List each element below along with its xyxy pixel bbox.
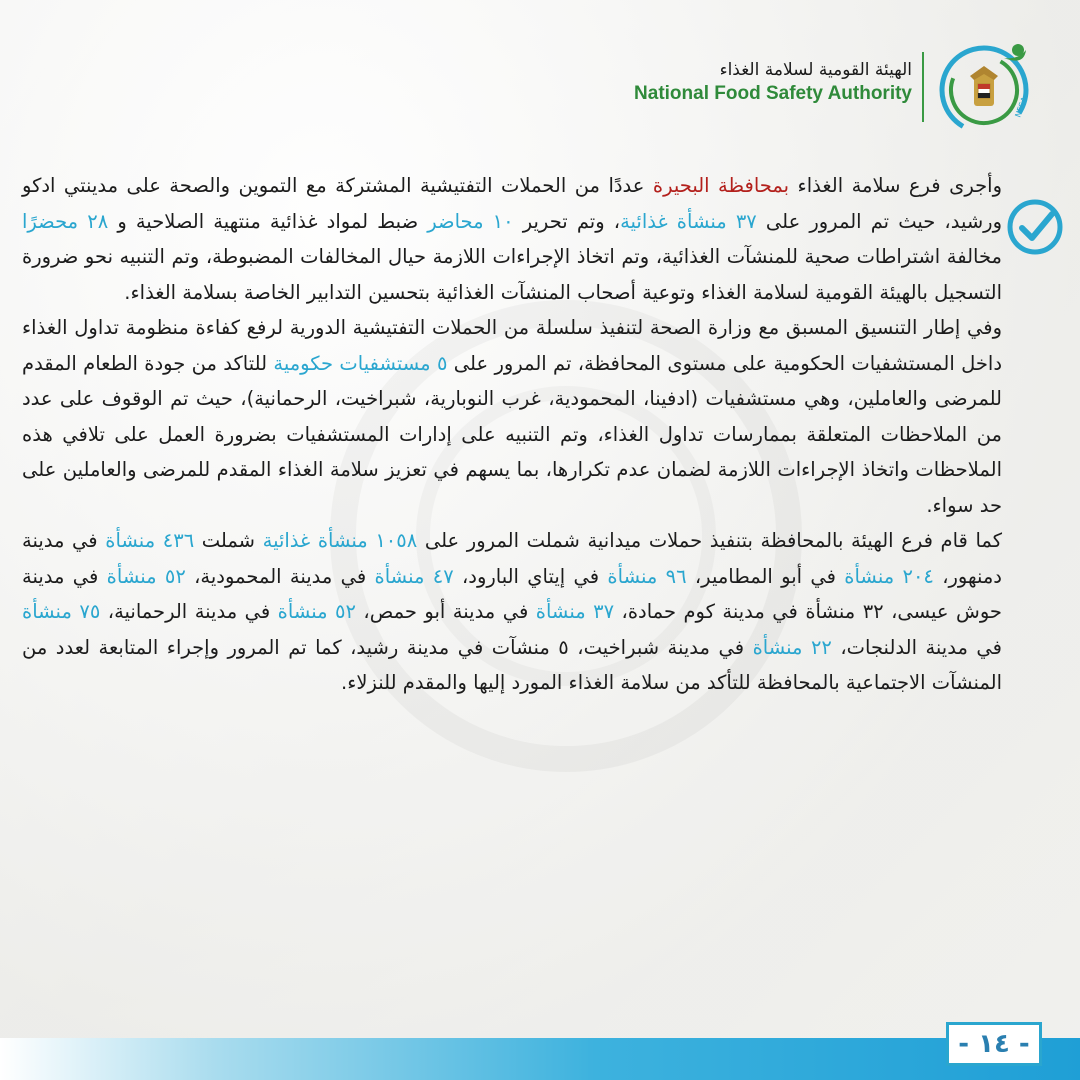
text-span: كما قام فرع الهيئة بالمحافظة بتنفيذ حملات ميدانية شملت المرور على <box>417 529 1002 552</box>
highlight-count: ٢٨ محضرًا <box>22 209 109 233</box>
text-span: ضبط لمواد غذائية منتهية الصلاحية و <box>108 209 428 233</box>
text-span: للتاكد من جودة الطعام المقدم للمرضى والعاملين، وهي مستشفيات (ادفينا، المحمودية، غرب النوبارية، شبراخيت، الرحمانية)، حيث تم الوقوف على عدد من الملاحظات المتعلقة بممارسات تداول الغذاء، وتم التنبيه على إدارات المستشفيات بضرورة العمل على تلافي هذه الملاحظات واتخاذ الإجراءات اللازمة لضمان عدم تكرارها، بما يسهم في تعزيز سلامة الغذاء المقدم للمرضى والعاملين على حد سواء. <box>22 351 1002 517</box>
highlight-count: ٩٦ منشأة <box>607 564 687 588</box>
page-number: - ١٤ - <box>946 1022 1042 1066</box>
org-name-arabic: الهيئة القومية لسلامة الغذاء <box>719 60 912 80</box>
text-span: في أبو المطامير، <box>686 564 845 588</box>
highlight-count: ٣٧ منشأة غذائية <box>620 209 757 233</box>
text-span: في إيتاي البارود، <box>453 564 608 588</box>
highlight-count: ١٠٥٨ منشأة غذائية <box>262 529 418 552</box>
highlight-count: ٥٢ منشأة <box>277 600 356 623</box>
highlight-count: ٢٢ منشأة <box>752 635 832 659</box>
highlight-count: ٤٧ منشأة <box>374 564 454 588</box>
highlight-governorate: بمحافظة البحيرة <box>652 174 790 197</box>
nfsa-eagle-logo-icon <box>934 36 1038 140</box>
logo-text <box>634 58 912 106</box>
highlight-count: ٥٢ منشأة <box>106 564 186 588</box>
paragraph-campaigns-edku-rashid <box>22 168 1002 310</box>
text-span: في مدينة شبراخيت، ٥ منشآت في مدينة رشيد، كما تم المرور وإجراء المتابعة لعدد من المنشآت الاجتماعية بالمحافظة للتأكد من سلامة الغذاء المورد إليها والمقدم للنزلاء. <box>22 635 1002 694</box>
highlight-count: ٤٣٦ منشأة <box>105 529 195 552</box>
highlight-count: ٧٥ منشأة <box>22 600 101 623</box>
header-logo <box>634 36 1058 136</box>
text-span: في مدينة أبو حمص، <box>355 600 536 623</box>
paragraph-field-campaigns <box>22 523 1002 701</box>
text-span: وفي إطار التنسيق المسبق مع وزارة الصحة لتنفيذ سلسلة من الحملات التفتيشية الدورية لرفع كفاءة منظومة تداول الغذاء داخل المستشفيات الحكومية على مستوى المحافظة، تم المرور على <box>22 316 1003 375</box>
text-span: شملت <box>194 529 263 552</box>
highlight-count: ١٠ محاضر <box>427 209 514 233</box>
text-span: في مدينة دمنهور، <box>22 529 1002 588</box>
highlight-count: ٢٠٤ منشأة <box>844 564 934 588</box>
text-span: ، وتم تحرير <box>513 209 621 233</box>
text-span: عددًا من الحملات التفتيشية المشتركة مع التموين والصحة على مدينتي ادكو ورشيد، حيث تم المرور على <box>22 174 1003 233</box>
highlight-count: ٥ مستشفيات حكومية <box>273 351 448 375</box>
checkmark-circle-icon <box>1006 198 1064 256</box>
footer-bar <box>0 1038 1080 1080</box>
text-span: في مدينة المحمودية، <box>185 564 375 588</box>
text-span: في مدينة الرحمانية، <box>100 600 278 623</box>
article-body <box>22 168 1002 701</box>
emblem-label: NFSA <box>1013 95 1030 119</box>
text-span: مخالفة اشتراطات صحية للمنشآت الغذائية، وتم اتخاذ الإجراءات اللازمة حيال المخالفات المضبوطة، وتم التنبيه نحو ضرورة التسجيل بالهيئة القومية لسلامة الغذاء وتوعية أصحاب المنشآت الغذائية بتحسين التدابير الخاصة بسلامة الغذاء. <box>22 245 1002 304</box>
logo-divider <box>922 52 924 122</box>
text-span: في مدينة الدلنجات، <box>831 635 1002 659</box>
org-name-english: National Food Safety Authority <box>634 83 912 104</box>
highlight-count: ٣٧ منشأة <box>535 600 615 623</box>
text-span: وأجرى فرع سلامة الغذاء <box>789 174 1002 197</box>
paragraph-hospitals <box>22 310 1002 523</box>
text-span: في مدينة حوش عيسى، ٣٢ منشأة في مدينة كوم حمادة، <box>22 564 1002 623</box>
